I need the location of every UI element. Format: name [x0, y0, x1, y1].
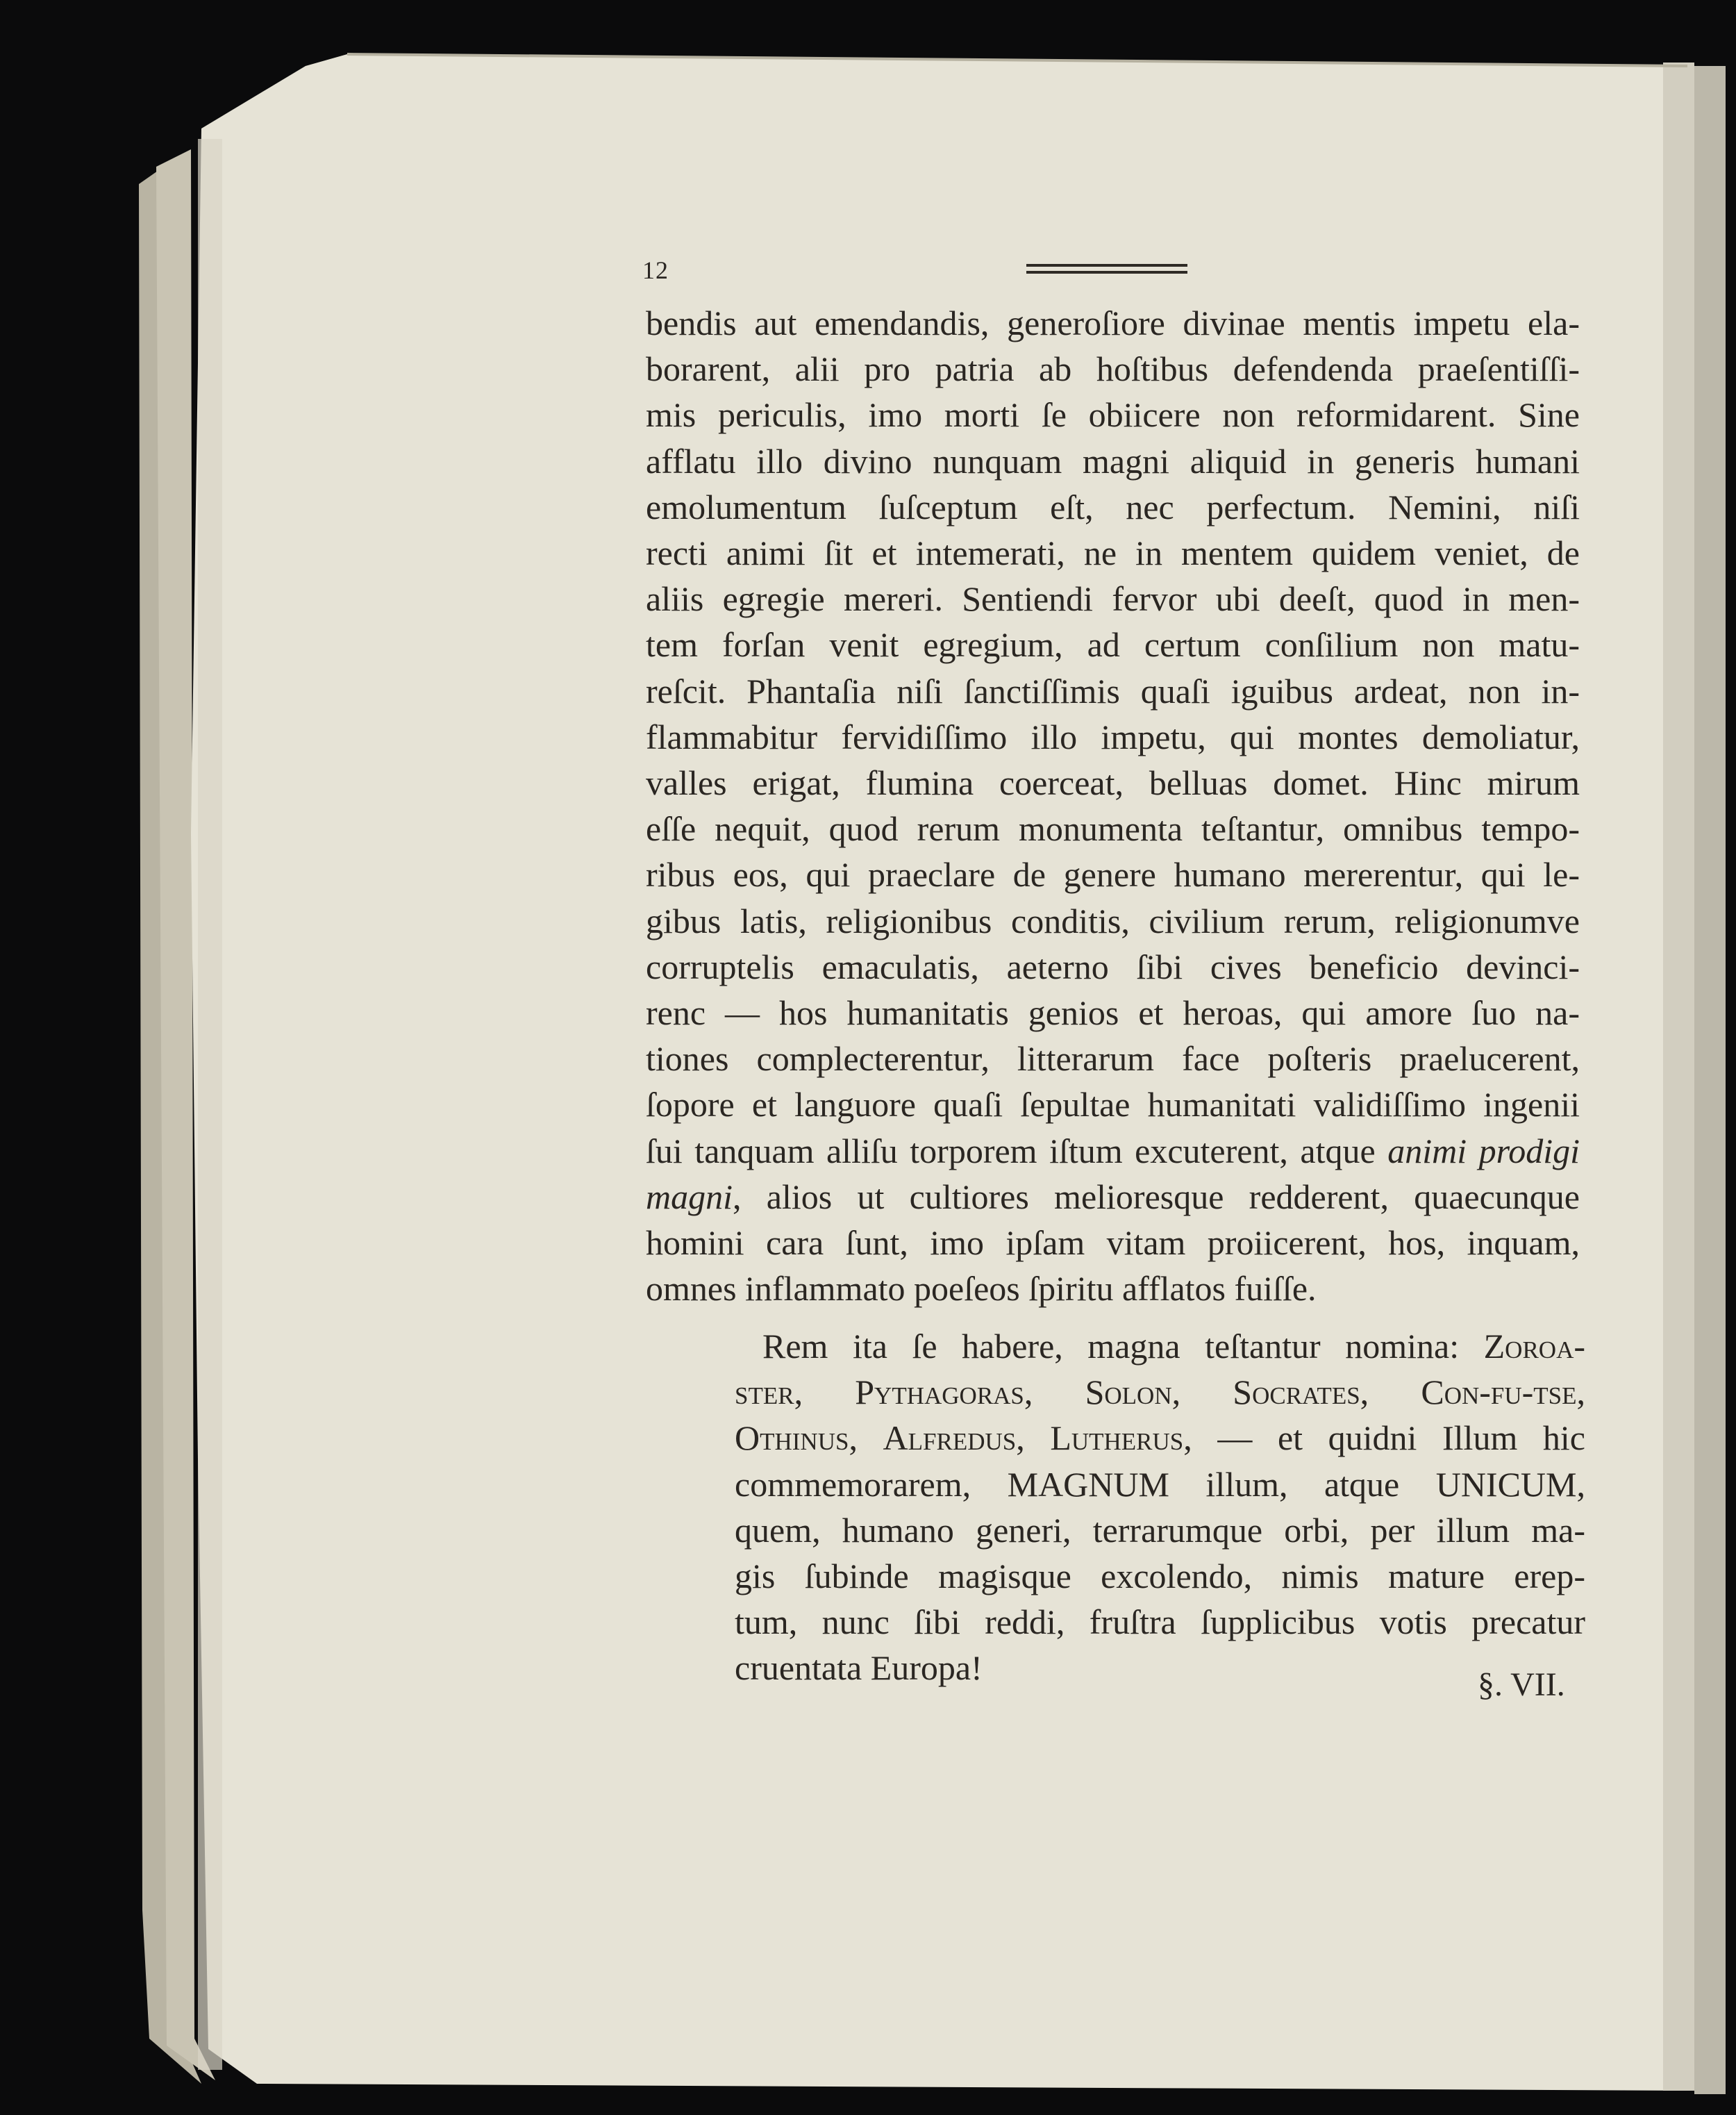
small-caps-name: Solon: [1085, 1372, 1172, 1412]
small-caps-name: Lutherus: [1050, 1418, 1184, 1458]
small-caps-name: Zoroa-: [1483, 1327, 1585, 1366]
text-line: recti animi ſit et intemerati, ne in mentem quidem veniet, de: [646, 533, 1580, 573]
text-line: gibus latis, religionibus conditis, civilium rerum, religionumve: [646, 901, 1580, 940]
text-line: renc — hos humanitatis genios et heroas, qui amore ſuo na-: [646, 993, 1580, 1033]
text-line: afflatu illo divino nunquam magni aliquid in generis humani: [646, 441, 1580, 481]
text-segment: , alios ut cultiores melioresque redderent, quaecunque: [733, 1177, 1580, 1216]
small-caps-name: Socrates: [1233, 1372, 1360, 1412]
text-line: gis ſubinde magisque excolendo, nimis mature erep-: [735, 1557, 1585, 1596]
text-line: borarent, alii pro patria ab hoſtibus defendenda praeſentiſſi-: [646, 349, 1580, 389]
text-line: [735, 1369, 1585, 1415]
text-line: tiones complecterentur, litterarum face poſteris praelucerent,: [646, 1039, 1580, 1079]
small-caps-name: Pythagoras: [855, 1372, 1024, 1412]
text-segment: Rem ita ſe habere, magna teſtantur nomina:: [762, 1327, 1484, 1366]
text-line: aliis egregie mereri. Sentiendi fervor ubi deeſt, quod in men-: [646, 579, 1580, 619]
main-paragraph: [646, 300, 1580, 1311]
text-line: ribus eos, qui praeclare de genere humano mererentur, qui le-: [646, 855, 1580, 895]
small-caps-name: Con-fu-tse: [1421, 1372, 1577, 1412]
text-line: reſcit. Phantaſia niſi ſanctiſſimis quaſi iguibus ardeat, non in-: [646, 671, 1580, 711]
text-line: homini cara ſunt, imo ipſam vitam proiicerent, hos, inquam,: [646, 1223, 1580, 1263]
italic-phrase: animi prodigi: [1387, 1131, 1580, 1170]
text-segment: ,: [1016, 1418, 1051, 1458]
text-line: tum, nunc ſibi reddi, fruſtra ſupplicibus votis precatur: [735, 1602, 1585, 1642]
text-segment: ,: [1576, 1372, 1586, 1412]
text-segment: ,: [849, 1418, 883, 1458]
text-line: commemorarem, MAGNUM illum, atque UNICUM,: [735, 1464, 1585, 1504]
text-line: tem forſan venit egregium, ad certum conſilium non matu-: [646, 625, 1580, 665]
text-segment: , — et quidni Illum hic: [1183, 1418, 1586, 1458]
small-caps-name: ster: [735, 1372, 794, 1412]
text-line: mis periculis, imo morti ſe obiicere non reformidarent. Sine: [646, 395, 1580, 435]
text-line: cruentata Europa!: [735, 1648, 983, 1688]
page-number: 12: [642, 256, 669, 284]
text-line: valles erigat, flumina coerceat, belluas domet. Hinc mirum: [646, 763, 1580, 803]
text-line: eſſe nequit, quod rerum monumenta teſtantur, omnibus tempo-: [646, 809, 1580, 849]
text-line-with-italic: [646, 1174, 1580, 1220]
text-segment: ,: [1360, 1372, 1421, 1412]
text-line: bendis aut emendandis, generoſiore divinae mentis impetu ela-: [646, 304, 1580, 342]
text-line: ſopore et languore quaſi ſepultae humanitati validiſſimo ingenii: [646, 1085, 1580, 1125]
catchword: §. VII.: [1478, 1666, 1565, 1703]
text-line: omnes inflammato poeſeos ſpiritu afflatos fuiſſe.: [646, 1269, 1317, 1309]
text-line: quem, humano generi, terrarumque orbi, per illum ma-: [735, 1510, 1585, 1550]
text-segment: ,: [794, 1372, 856, 1412]
text-line: flammabitur fervidiſſimo illo impetu, qui montes demoliatur,: [646, 717, 1580, 756]
small-caps-name: Othinus: [735, 1418, 849, 1458]
text-line: [735, 1415, 1585, 1461]
text-segment: ſui tanquam alliſu torporem iſtum excuterent, atque: [646, 1131, 1376, 1170]
text-segment: ,: [1024, 1372, 1085, 1412]
text-line-with-italic: [646, 1128, 1580, 1174]
italic-phrase: magni: [646, 1177, 733, 1216]
text-line: emolumentum ſuſceptum eſt, nec perfectum. Nemini, niſi: [646, 487, 1580, 526]
header-rule-ornament: [1026, 261, 1187, 279]
text-line: [735, 1323, 1585, 1369]
small-caps-name: Alfredus: [883, 1418, 1017, 1458]
names-paragraph: [735, 1323, 1585, 1691]
text-segment: ,: [1171, 1372, 1233, 1412]
text-line: corruptelis emaculatis, aeterno ſibi cives beneficio devinci-: [646, 947, 1580, 986]
